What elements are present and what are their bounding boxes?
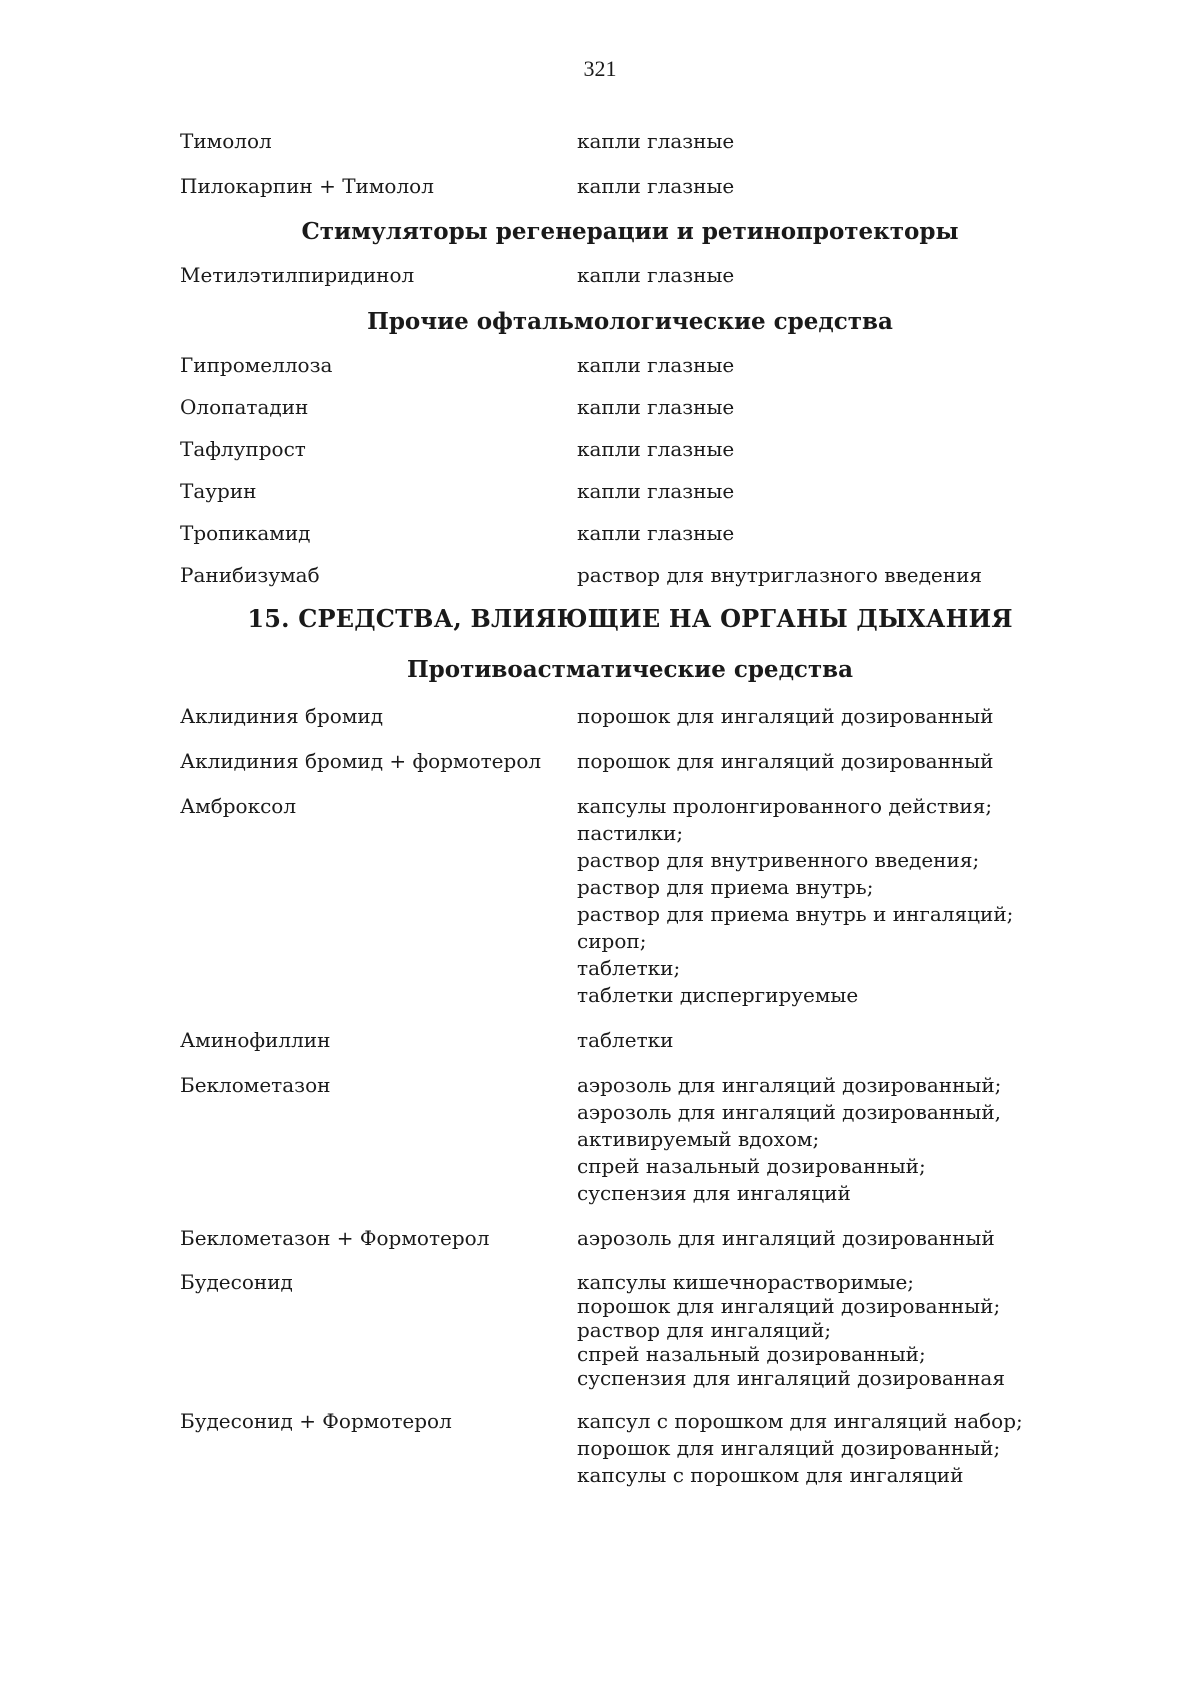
- drug-name: Пилокарпин + Тимолол: [180, 174, 434, 198]
- drug-name: Будесонид: [180, 1270, 293, 1294]
- drug-forms: [577, 1270, 1060, 1390]
- drug-forms: [577, 352, 1060, 379]
- drug-form: раствор для внутривенного введения;: [577, 848, 980, 872]
- table-row: [180, 793, 1060, 1009]
- table-row: [180, 128, 1060, 155]
- drug-form: суспензия для ингаляций дозированная: [577, 1366, 1005, 1390]
- drug-form: капли глазные: [577, 521, 735, 545]
- table-row: [180, 562, 1060, 589]
- table-row: [180, 173, 1060, 200]
- drug-form: порошок для ингаляций дозированный: [577, 704, 994, 728]
- drug-form: раствор для приема внутрь;: [577, 875, 874, 899]
- drug-forms: [577, 128, 1060, 155]
- drug-name: Таурин: [180, 479, 257, 503]
- drug-form: раствор для приема внутрь и ингаляций;: [577, 902, 1014, 926]
- drug-name: Олопатадин: [180, 395, 309, 419]
- drug-form: раствор для ингаляций;: [577, 1318, 832, 1342]
- drug-name: Гипромеллоза: [180, 353, 333, 377]
- drug-form: таблетки диспергируемые: [577, 983, 859, 1007]
- drug-name: Амброксол: [180, 794, 297, 818]
- drug-forms: [577, 1072, 1060, 1207]
- drug-form: капли глазные: [577, 263, 735, 287]
- drug-forms: [577, 562, 1060, 589]
- drug-forms: [577, 520, 1060, 547]
- drug-name: Беклометазон + Формотерол: [180, 1226, 490, 1250]
- drug-form: аэрозоль для ингаляций дозированный,: [577, 1100, 1002, 1124]
- drug-form: капли глазные: [577, 129, 735, 153]
- table-row: [180, 1072, 1060, 1207]
- subsection-heading: Прочие офтальмологические средства: [367, 308, 893, 335]
- table-row: [180, 262, 1060, 289]
- drug-name: Ранибизумаб: [180, 563, 320, 587]
- table-row: [180, 436, 1060, 463]
- table-row: [180, 1027, 1060, 1054]
- table-row: [180, 394, 1060, 421]
- page-content: [180, 128, 1060, 1489]
- drug-forms: [577, 478, 1060, 505]
- table-row: [180, 1408, 1060, 1489]
- drug-forms: [577, 436, 1060, 463]
- drug-forms: [577, 1225, 1060, 1252]
- drug-name: Тимолол: [180, 129, 272, 153]
- drug-form: капли глазные: [577, 437, 735, 461]
- drug-form: сироп;: [577, 929, 647, 953]
- drug-forms: [577, 262, 1060, 289]
- drug-form: капли глазные: [577, 353, 735, 377]
- table-row: [180, 748, 1060, 775]
- drug-form: спрей назальный дозированный;: [577, 1342, 926, 1366]
- table-row: [180, 1270, 1060, 1390]
- drug-name: Тропикамид: [180, 521, 311, 545]
- drug-forms: [577, 1027, 1060, 1054]
- drug-form: капли глазные: [577, 479, 735, 503]
- drug-form: таблетки;: [577, 956, 681, 980]
- table-row: [180, 478, 1060, 505]
- drug-form: порошок для ингаляций дозированный;: [577, 1436, 1001, 1460]
- table-row: [180, 520, 1060, 547]
- drug-name: Метилэтилпиридинол: [180, 263, 415, 287]
- table-row: [180, 1225, 1060, 1252]
- drug-form: аэрозоль для ингаляций дозированный;: [577, 1073, 1002, 1097]
- drug-form: капсулы кишечнорастворимые;: [577, 1270, 915, 1294]
- drug-form: пастилки;: [577, 821, 684, 845]
- subsection-heading: Стимуляторы регенерации и ретинопротекторы: [301, 218, 959, 245]
- drug-form: капсул с порошком для ингаляций набор;: [577, 1409, 1023, 1433]
- drug-name: Аклидиния бромид: [180, 704, 384, 728]
- drug-form: капсулы с порошком для ингаляций: [577, 1463, 964, 1487]
- drug-name: Аминофиллин: [180, 1028, 331, 1052]
- subsection-heading: Противоастматические средства: [406, 656, 854, 683]
- drug-form: порошок для ингаляций дозированный;: [577, 1294, 1001, 1318]
- drug-form: порошок для ингаляций дозированный: [577, 749, 994, 773]
- drug-form: раствор для внутриглазного введения: [577, 563, 983, 587]
- drug-forms: [577, 703, 1060, 730]
- drug-form: таблетки: [577, 1028, 674, 1052]
- page-number: 321: [583, 56, 617, 81]
- drug-form: спрей назальный дозированный;: [577, 1154, 926, 1178]
- drug-name: Будесонид + Формотерол: [180, 1409, 452, 1433]
- drug-name: Беклометазон: [180, 1073, 331, 1097]
- table-row: [180, 703, 1060, 730]
- drug-name: Тафлупрост: [180, 437, 306, 461]
- section-title: 15. СРЕДСТВА, ВЛИЯЮЩИЕ НА ОРГАНЫ ДЫХАНИЯ: [247, 604, 1013, 633]
- drug-form: капли глазные: [577, 395, 735, 419]
- drug-forms: [577, 793, 1060, 1009]
- drug-form: аэрозоль для ингаляций дозированный: [577, 1226, 995, 1250]
- drug-forms: [577, 748, 1060, 775]
- drug-form: капли глазные: [577, 174, 735, 198]
- table-row: [180, 352, 1060, 379]
- drug-form: активируемый вдохом;: [577, 1127, 820, 1151]
- drug-forms: [577, 1408, 1060, 1489]
- drug-form: суспензия для ингаляций: [577, 1181, 851, 1205]
- drug-forms: [577, 173, 1060, 200]
- drug-form: капсулы пролонгированного действия;: [577, 794, 993, 818]
- drug-forms: [577, 394, 1060, 421]
- drug-name: Аклидиния бромид + формотерол: [180, 749, 542, 773]
